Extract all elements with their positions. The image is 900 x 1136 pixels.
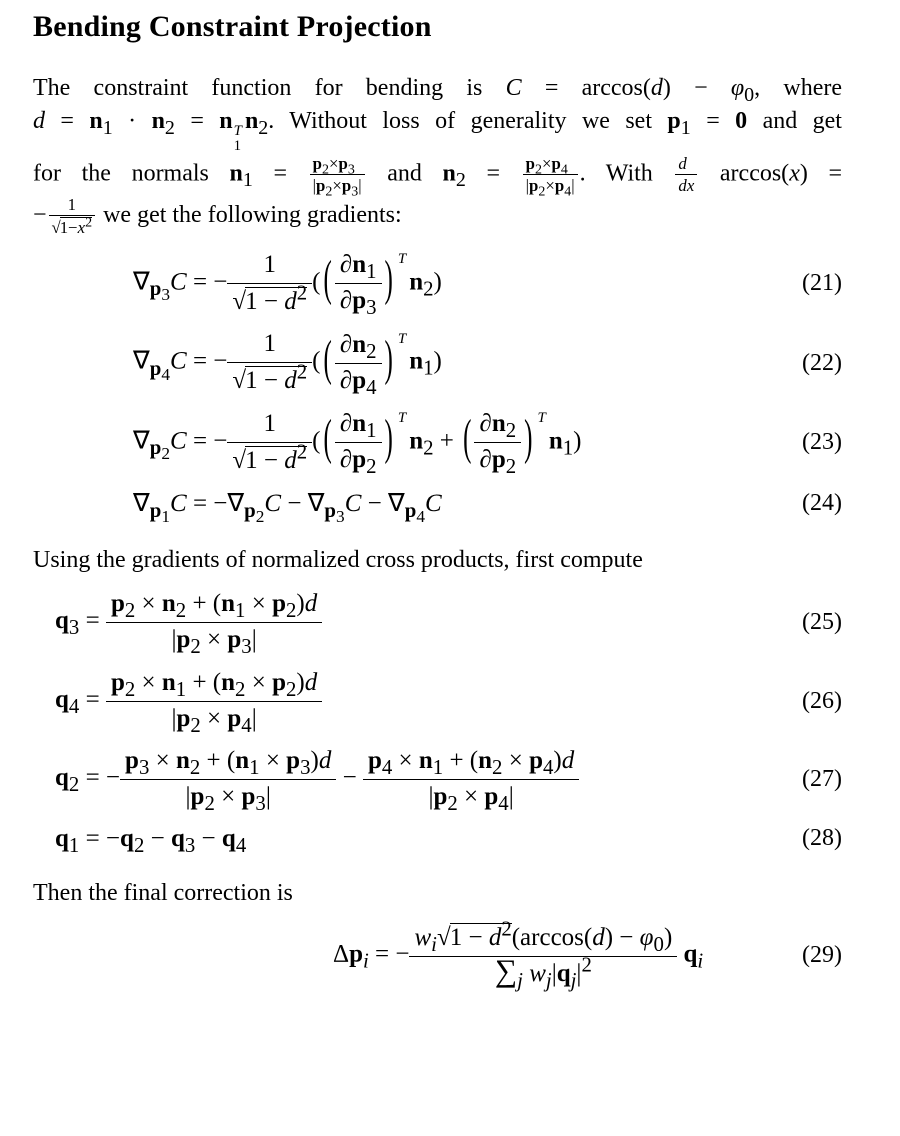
intro-line-2: $d = n_1 \cdot n_2 = n$ T 1 $n_2$. Without loss of generality we set $p_1 = 0$ and get	[33, 108, 842, 154]
equation-21-number: (21)	[802, 270, 842, 297]
intro-paragraph	[33, 72, 842, 238]
equation-29-number: (29)	[802, 942, 842, 969]
equation-27-math: $q_2$ = − $\frac{p_3 \times n_2 + (n_1 \times p_3)d}{|p_2 \times p_3|}$ − $\frac{p_4 \times n_1 + (n_2 \times p_4)d}{|p_2 \times p_4|}$	[55, 746, 579, 813]
equation-21	[33, 250, 842, 318]
equation-24-number: (24)	[802, 489, 842, 516]
equation-23-number: (23)	[802, 429, 842, 456]
equation-24-math: $\nabla_{p_1}C = -\nabla_{p_2}C - \nabla_{p_3}C - \nabla_{p_4}C$	[133, 490, 442, 527]
equation-28-number: (28)	[802, 825, 842, 852]
equation-21-math: $\nabla_{p_3}C$ = − $\frac{1}{√1 - d^2}$ ( ( $\frac{\partial n_1}{\partial p_3}$ ) $^Tn_2$)	[133, 250, 442, 320]
equation-22-math: $\nabla_{p_4}C$ = − $\frac{1}{√1 - d^2}$ ( ( $\frac{\partial n_2}{\partial p_4}$ ) $^Tn_1$)	[133, 330, 442, 399]
equation-25-math: $q_3$ = $\frac{p_2 \times n_2 + (n_1 \times p_2)d}{|p_2 \times p_3|}$	[55, 589, 322, 656]
equation-22	[33, 329, 842, 397]
equation-24	[33, 488, 842, 527]
equation-25	[33, 589, 842, 659]
equation-27-number: (27)	[802, 766, 842, 793]
equation-26-number: (26)	[802, 687, 842, 714]
intro-line-4: − $\frac{1}{√1-x^2}$ we get the following gradients:	[33, 195, 402, 238]
equation-28	[33, 824, 842, 857]
correction-paragraph: Then the final correction is	[33, 879, 293, 906]
equation-22-number: (22)	[802, 349, 842, 376]
equation-26-math: $q_4$ = $\frac{p_2 \times n_1 + (n_2 \times p_2)d}{|p_2 \times p_4|}$	[55, 668, 322, 735]
equation-23	[33, 409, 842, 477]
equation-26	[33, 668, 842, 735]
section-title: Bending Constraint Projection	[33, 10, 432, 43]
equation-25-number: (25)	[802, 609, 842, 636]
equation-29-math: $\Delta p_i$ = − $\frac{w_i√1 - d^2(\arccos(d) - \varphi_0)}{\sum_j w_j|q_j|^2}$ $q_i$	[333, 916, 704, 992]
equation-29	[33, 916, 842, 992]
intro-line-3: for the normals $n_1$ = $\frac{p_2\times p_3}{|p_2\times p_3|}$ and $n_2$ = $\frac{p_2\times p_4}{|p_2\times p_4|}$ . With $\frac{d}{dx}$ arccos(x) =	[33, 153, 843, 200]
equation-28-math: $q_1 = -q_2 - q_3 - q_4$	[55, 824, 247, 857]
compute-paragraph: Using the gradients of normalized cross products, first compute	[33, 547, 643, 574]
equation-23-math: $\nabla_{p_2}C$ = − $\frac{1}{√1 - d^2}$ ( ( $\frac{\partial n_1}{\partial p_2}$ ) $^Tn_2$ + ( $\frac{\partial n_2}{\partial p_2}$ ) $^Tn_1$)	[133, 409, 582, 479]
equation-27	[33, 746, 842, 816]
intro-line-1: The constraint function for bending is $C = \arccos(d) - \varphi_0$, where	[33, 75, 842, 106]
